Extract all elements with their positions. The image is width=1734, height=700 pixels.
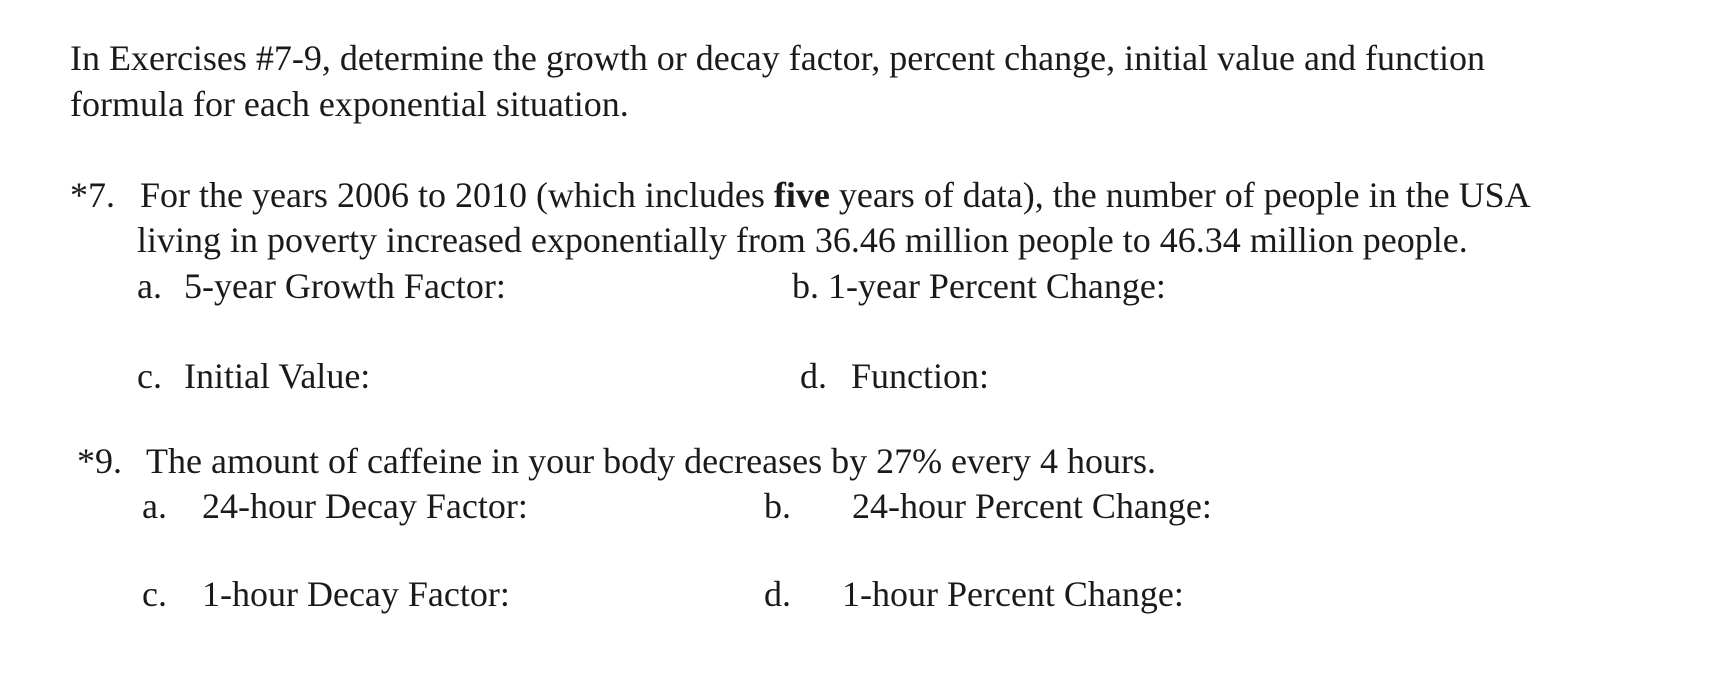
exercise-7-c-letter: c. (137, 356, 162, 396)
exercise-7-c-text: Initial Value: (184, 356, 371, 396)
exercise-7-line-1 (140, 177, 1531, 213)
exercise-9-c-text: 1-hour Decay Factor: (202, 574, 510, 614)
exercise-9-c-letter: c. (142, 574, 167, 614)
exercise-7-b-text: b. 1-year Percent Change: (792, 266, 1166, 306)
exercise-9-a-letter: a. (142, 486, 167, 526)
exercise-9-a-text: 24-hour Decay Factor: (202, 486, 528, 526)
exercise-7-d-text: Function: (851, 356, 990, 396)
exercise-7-line-1-pre: For the years 2006 to 2010 (which includes (140, 175, 774, 215)
exercise-9-b-letter: b. (764, 486, 791, 526)
exercise-9-d-letter: d. (764, 574, 791, 614)
exercise-9-number: *9. (77, 441, 122, 481)
exercise-7-line-2: living in poverty increased exponentially from 36.46 million people to 46.34 million people. (137, 220, 1468, 260)
exercise-7-number: *7. (70, 175, 115, 215)
exercise-9-d-text: 1-hour Percent Change: (842, 574, 1184, 614)
exercise-7-line-1-post: years of data), the number of people in the USA (829, 175, 1531, 215)
exercise-7-a-text: 5-year Growth Factor: (184, 266, 506, 306)
exercise-9-b-text: 24-hour Percent Change: (852, 486, 1212, 526)
exercise-7-d-letter: d. (800, 356, 827, 396)
exercise-7-bold-five: five (773, 175, 830, 215)
exercise-9-line-1: The amount of caffeine in your body decreases by 27% every 4 hours. (146, 441, 1157, 481)
intro-line-2: formula for each exponential situation. (70, 84, 629, 124)
exercise-7-a-letter: a. (137, 266, 162, 306)
intro-line-1: In Exercises #7-9, determine the growth or decay factor, percent change, initial value and function (70, 38, 1485, 78)
